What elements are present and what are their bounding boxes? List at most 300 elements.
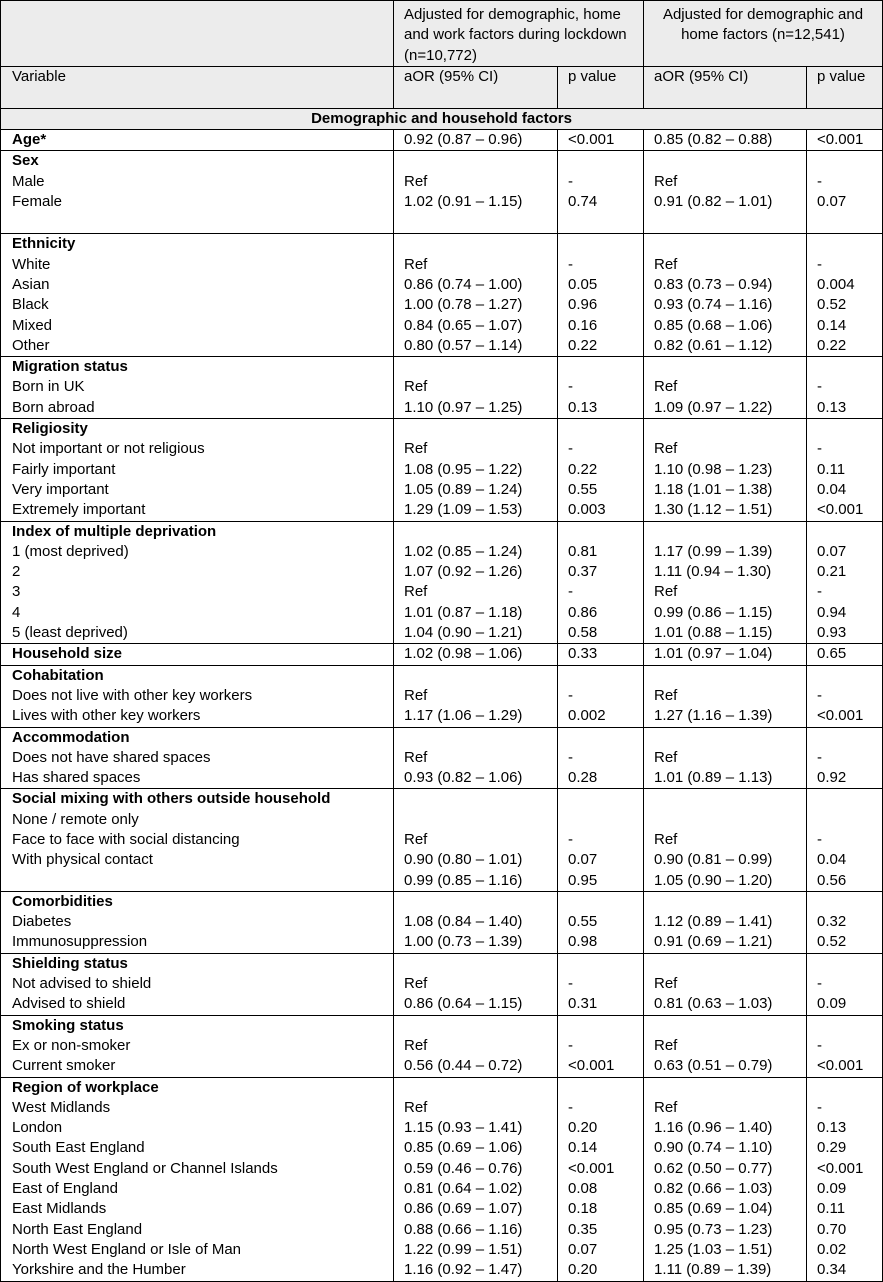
row-value: Ref xyxy=(654,378,678,396)
row-value: Ref xyxy=(404,1036,428,1054)
variable-cell xyxy=(1,1015,394,1077)
row-value: 1.12 (0.89 – 1.41) xyxy=(654,913,773,931)
aor-cell-2 xyxy=(644,521,807,644)
p-cell-1 xyxy=(558,234,644,357)
row-value: 1.25 (1.03 – 1.51) xyxy=(654,1240,773,1258)
variable-cell xyxy=(1,151,394,234)
row-value: 1.17 (1.06 – 1.29) xyxy=(404,707,523,725)
row-value: <0.001 xyxy=(568,131,615,149)
p-cell-1 xyxy=(558,419,644,521)
row-label: Very important xyxy=(12,480,109,498)
variable-group-row xyxy=(1,665,883,727)
row-value: 1.05 (0.90 – 1.20) xyxy=(654,871,773,889)
row-label: North West England or Isle of Man xyxy=(12,1240,241,1258)
row-value: Ref xyxy=(404,172,428,190)
row-value: 0.83 (0.73 – 0.94) xyxy=(654,275,773,293)
row-label: Fairly important xyxy=(12,460,116,478)
aor-cell-2 xyxy=(644,891,807,953)
row-value: 0.84 (0.65 – 1.07) xyxy=(404,316,523,334)
row-value: 1.10 (0.98 – 1.23) xyxy=(654,460,773,478)
row-value: - xyxy=(817,748,822,766)
p-header-2: p value xyxy=(807,66,883,108)
row-value: 1.05 (0.89 – 1.24) xyxy=(404,480,523,498)
row-value: Ref xyxy=(404,686,428,704)
row-value: 0.52 xyxy=(817,933,847,951)
row-value: 1.08 (0.84 – 1.40) xyxy=(404,913,523,931)
aor-cell-2 xyxy=(644,130,807,151)
variable-group-title: Sex xyxy=(12,152,39,170)
row-label: London xyxy=(12,1119,63,1137)
p-cell-2 xyxy=(807,727,883,789)
row-value: Ref xyxy=(654,440,678,458)
row-label: Does not have shared spaces xyxy=(12,748,211,766)
aor-cell-2 xyxy=(644,151,807,234)
variable-cell xyxy=(1,953,394,1015)
row-label: Lives with other key workers xyxy=(12,707,201,725)
row-value: 0.99 (0.86 – 1.15) xyxy=(654,603,773,621)
row-value: - xyxy=(568,1098,573,1116)
aor-cell-1 xyxy=(394,521,558,644)
row-value: 0.56 (0.44 – 0.72) xyxy=(404,1057,523,1075)
row-value: 0.07 xyxy=(568,1240,598,1258)
row-label: Extremely important xyxy=(12,501,146,519)
row-value: <0.001 xyxy=(568,1057,615,1075)
variable-group-row xyxy=(1,953,883,1015)
row-value: - xyxy=(568,440,573,458)
row-value: 0.59 (0.46 – 0.76) xyxy=(404,1159,523,1177)
row-label: Ex or non-smoker xyxy=(12,1036,131,1054)
row-value: 1.18 (1.01 – 1.38) xyxy=(654,480,773,498)
row-value: 0.86 xyxy=(568,603,598,621)
row-value: - xyxy=(568,975,573,993)
row-value: 0.04 xyxy=(817,851,847,869)
row-value: 1.15 (0.93 – 1.41) xyxy=(404,1119,523,1137)
row-value: - xyxy=(568,1036,573,1054)
variable-group-row xyxy=(1,1077,883,1281)
row-value: 1.16 (0.92 – 1.47) xyxy=(404,1261,523,1279)
row-value: Ref xyxy=(654,1098,678,1116)
aor-cell-1 xyxy=(394,130,558,151)
row-label: Female xyxy=(12,193,63,211)
row-value: 0.09 xyxy=(817,1180,847,1198)
row-value: 0.16 xyxy=(568,316,598,334)
row-value: 0.85 (0.68 – 1.06) xyxy=(654,316,773,334)
row-value: 1.04 (0.90 – 1.21) xyxy=(404,624,523,642)
aor-cell-2 xyxy=(644,234,807,357)
row-value: Ref xyxy=(404,440,428,458)
row-value: 1.27 (1.16 – 1.39) xyxy=(654,707,773,725)
row-value: 0.65 xyxy=(817,645,847,663)
section-row xyxy=(1,108,883,129)
variable-cell xyxy=(1,789,394,891)
row-value: Ref xyxy=(404,975,428,993)
aor-cell-1 xyxy=(394,151,558,234)
row-value: 0.22 xyxy=(568,336,598,354)
row-value: 0.88 (0.66 – 1.16) xyxy=(404,1220,523,1238)
row-value: Ref xyxy=(404,748,428,766)
aor-cell-2 xyxy=(644,789,807,891)
row-value: - xyxy=(817,686,822,704)
p-cell-2 xyxy=(807,1077,883,1281)
row-value: 0.11 xyxy=(817,1200,846,1218)
row-value: - xyxy=(568,748,573,766)
row-value: 0.13 xyxy=(817,398,847,416)
aor-cell-1 xyxy=(394,419,558,521)
aor-cell-1 xyxy=(394,727,558,789)
row-label: East of England xyxy=(12,1180,118,1198)
row-label: Other xyxy=(12,336,50,354)
aor-cell-2 xyxy=(644,357,807,419)
aor-cell-2 xyxy=(644,665,807,727)
row-value: 0.90 (0.81 – 0.99) xyxy=(654,851,773,869)
row-value: <0.001 xyxy=(817,1159,864,1177)
row-label: Black xyxy=(12,296,49,314)
variable-group-row xyxy=(1,727,883,789)
row-label: None / remote only xyxy=(12,810,139,828)
row-value: 0.11 xyxy=(817,460,846,478)
row-value: 0.82 (0.66 – 1.03) xyxy=(654,1180,773,1198)
aor-cell-2 xyxy=(644,727,807,789)
row-label: Advised to shield xyxy=(12,995,126,1013)
aor-cell-1 xyxy=(394,357,558,419)
row-value: 1.30 (1.12 – 1.51) xyxy=(654,501,773,519)
row-value: 0.86 (0.64 – 1.15) xyxy=(404,995,523,1013)
row-label: East Midlands xyxy=(12,1200,107,1218)
aor-cell-1 xyxy=(394,1077,558,1281)
row-value: 0.07 xyxy=(817,542,847,560)
row-value: - xyxy=(817,1098,822,1116)
row-value: Ref xyxy=(404,830,428,848)
row-value: 0.02 xyxy=(817,1240,847,1258)
header-group-row xyxy=(1,1,883,67)
row-value: 0.82 (0.61 – 1.12) xyxy=(654,336,773,354)
row-value: 0.91 (0.69 – 1.21) xyxy=(654,933,773,951)
aor-cell-2 xyxy=(644,1015,807,1077)
variable-group-title: Ethnicity xyxy=(12,235,76,253)
row-value: 0.81 (0.64 – 1.02) xyxy=(404,1180,523,1198)
row-value: - xyxy=(817,378,822,396)
row-value: 0.96 xyxy=(568,296,598,314)
variable-group-title: Social mixing with others outside household xyxy=(12,790,331,808)
row-value: Ref xyxy=(404,1098,428,1116)
row-value: 1.29 (1.09 – 1.53) xyxy=(404,501,523,519)
row-label: 5 (least deprived) xyxy=(12,624,128,642)
row-value: - xyxy=(568,378,573,396)
row-value: 0.34 xyxy=(817,1261,847,1279)
row-value: 0.20 xyxy=(568,1119,598,1137)
p-cell-2 xyxy=(807,789,883,891)
row-value: 0.14 xyxy=(568,1139,598,1157)
variable-group-row xyxy=(1,151,883,234)
row-label: Not important or not religious xyxy=(12,440,205,458)
variable-group-title: Household size xyxy=(12,645,123,663)
p-cell-1 xyxy=(558,891,644,953)
row-value: 1.08 (0.95 – 1.22) xyxy=(404,460,523,478)
row-value: Ref xyxy=(654,975,678,993)
row-value: 1.11 (0.94 – 1.30) xyxy=(654,563,772,581)
row-label: 3 xyxy=(12,583,21,601)
variable-group-row xyxy=(1,234,883,357)
row-value: 0.32 xyxy=(817,913,847,931)
p-cell-2 xyxy=(807,1015,883,1077)
variable-group-row xyxy=(1,644,883,665)
aor-cell-1 xyxy=(394,234,558,357)
variable-cell xyxy=(1,1077,394,1281)
row-label: 4 xyxy=(12,603,21,621)
row-value: Ref xyxy=(654,255,678,273)
row-value: 0.56 xyxy=(817,871,847,889)
variable-cell xyxy=(1,891,394,953)
aor-cell-2 xyxy=(644,644,807,665)
variable-cell xyxy=(1,234,394,357)
variable-cell xyxy=(1,521,394,644)
row-value: 0.55 xyxy=(568,480,598,498)
section-title: Demographic and household factors xyxy=(1,108,883,129)
aor-cell-1 xyxy=(394,789,558,891)
row-value: 0.003 xyxy=(568,501,606,519)
row-label: South West England or Channel Islands xyxy=(12,1159,278,1177)
variable-group-title: Smoking status xyxy=(12,1016,124,1034)
row-value: 0.74 xyxy=(568,193,598,211)
row-label: North East England xyxy=(12,1220,143,1238)
row-value: <0.001 xyxy=(568,1159,615,1177)
p-cell-1 xyxy=(558,789,644,891)
row-label: South East England xyxy=(12,1139,145,1157)
row-value: 1.22 (0.99 – 1.51) xyxy=(404,1240,523,1258)
row-value: 0.31 xyxy=(568,995,598,1013)
p-cell-1 xyxy=(558,1015,644,1077)
variable-group-title: Index of multiple deprivation xyxy=(12,522,217,540)
row-value: <0.001 xyxy=(817,131,864,149)
row-value: 1.02 (0.91 – 1.15) xyxy=(404,193,523,211)
row-value: 0.94 xyxy=(817,603,847,621)
row-value: - xyxy=(568,583,573,601)
p-cell-1 xyxy=(558,130,644,151)
variable-group-row xyxy=(1,521,883,644)
row-value: - xyxy=(817,255,822,273)
row-value: 0.81 xyxy=(568,542,598,560)
p-cell-1 xyxy=(558,644,644,665)
aor-cell-2 xyxy=(644,1077,807,1281)
row-value: - xyxy=(817,830,822,848)
row-value: - xyxy=(568,172,573,190)
aor-cell-1 xyxy=(394,644,558,665)
row-value: 0.29 xyxy=(817,1139,847,1157)
p-cell-2 xyxy=(807,357,883,419)
row-value: 1.10 (0.97 – 1.25) xyxy=(404,398,523,416)
aor-cell-1 xyxy=(394,665,558,727)
variable-cell xyxy=(1,357,394,419)
row-value: 0.09 xyxy=(817,995,847,1013)
aor-cell-1 xyxy=(394,953,558,1015)
aor-header-1: aOR (95% CI) xyxy=(394,66,558,108)
p-cell-1 xyxy=(558,665,644,727)
row-value: Ref xyxy=(654,830,678,848)
p-cell-2 xyxy=(807,130,883,151)
row-label: Does not live with other key workers xyxy=(12,686,253,704)
row-value: 1.02 (0.85 – 1.24) xyxy=(404,542,523,560)
variable-group-row xyxy=(1,419,883,521)
row-value: - xyxy=(568,686,573,704)
p-cell-2 xyxy=(807,891,883,953)
header-group-2: Adjusted for demographic and home factors (n=12,541) xyxy=(644,1,883,67)
variable-cell xyxy=(1,419,394,521)
row-value: - xyxy=(817,583,822,601)
row-value: 0.07 xyxy=(817,193,847,211)
p-header-1: p value xyxy=(558,66,644,108)
row-value: 0.90 (0.74 – 1.10) xyxy=(654,1139,773,1157)
row-label: Face to face with social distancing xyxy=(12,830,240,848)
variable-group-title: Accommodation xyxy=(12,728,130,746)
row-value: 0.13 xyxy=(817,1119,847,1137)
p-cell-1 xyxy=(558,953,644,1015)
variable-cell xyxy=(1,130,394,151)
header-group-1: Adjusted for demographic, home and work factors during lockdown (n=10,772) xyxy=(394,1,644,67)
row-value: Ref xyxy=(404,583,428,601)
row-value: 0.95 (0.73 – 1.23) xyxy=(654,1220,773,1238)
row-value: 1.11 (0.89 – 1.39) xyxy=(654,1261,772,1279)
row-value: 0.93 xyxy=(817,624,847,642)
row-value: 0.95 xyxy=(568,871,598,889)
row-value: 0.22 xyxy=(568,460,598,478)
row-value: 0.35 xyxy=(568,1220,598,1238)
variable-cell xyxy=(1,644,394,665)
row-value: 1.01 (0.88 – 1.15) xyxy=(654,624,773,642)
row-value: 0.14 xyxy=(817,316,847,334)
row-value: Ref xyxy=(404,378,428,396)
row-label: 2 xyxy=(12,563,21,581)
row-value: 0.98 xyxy=(568,933,598,951)
p-cell-1 xyxy=(558,727,644,789)
row-label: Born abroad xyxy=(12,398,95,416)
row-value: 1.17 (0.99 – 1.39) xyxy=(654,542,773,560)
row-value: Ref xyxy=(654,172,678,190)
variable-group-title: Region of workplace xyxy=(12,1078,159,1096)
row-value: 0.08 xyxy=(568,1180,598,1198)
row-value: <0.001 xyxy=(817,501,864,519)
row-label: With physical contact xyxy=(12,851,153,869)
variable-group-title: Religiosity xyxy=(12,420,88,438)
variable-cell xyxy=(1,665,394,727)
variable-group-row xyxy=(1,1015,883,1077)
p-cell-1 xyxy=(558,151,644,234)
row-value: 0.81 (0.63 – 1.03) xyxy=(654,995,773,1013)
row-value: 0.18 xyxy=(568,1200,598,1218)
row-value: 0.28 xyxy=(568,769,598,787)
row-value: 1.01 (0.87 – 1.18) xyxy=(404,603,523,621)
p-cell-2 xyxy=(807,521,883,644)
aor-cell-1 xyxy=(394,1015,558,1077)
row-label: Diabetes xyxy=(12,913,72,931)
row-label: West Midlands xyxy=(12,1098,111,1116)
p-cell-2 xyxy=(807,953,883,1015)
row-value: 1.02 (0.98 – 1.06) xyxy=(404,645,523,663)
row-label: 1 (most deprived) xyxy=(12,542,129,560)
row-value: 1.01 (0.89 – 1.13) xyxy=(654,769,773,787)
row-value: 0.62 (0.50 – 0.77) xyxy=(654,1159,773,1177)
row-value: 0.22 xyxy=(817,336,847,354)
row-value: 0.07 xyxy=(568,851,598,869)
row-value: 0.91 (0.82 – 1.01) xyxy=(654,193,773,211)
row-value: 0.52 xyxy=(817,296,847,314)
row-label: Mixed xyxy=(12,316,53,334)
row-value: 0.85 (0.69 – 1.04) xyxy=(654,1200,773,1218)
row-value: 1.09 (0.97 – 1.22) xyxy=(654,398,773,416)
row-label: Not advised to shield xyxy=(12,975,152,993)
row-value: 0.13 xyxy=(568,398,598,416)
row-value: 0.63 (0.51 – 0.79) xyxy=(654,1057,773,1075)
row-value: 0.37 xyxy=(568,563,598,581)
row-value: 0.004 xyxy=(817,275,855,293)
row-value: Ref xyxy=(654,583,678,601)
row-value: 0.80 (0.57 – 1.14) xyxy=(404,336,523,354)
row-value: 0.04 xyxy=(817,480,847,498)
row-value: 0.86 (0.69 – 1.07) xyxy=(404,1200,523,1218)
row-value: 0.93 (0.74 – 1.16) xyxy=(654,296,773,314)
variable-group-title: Migration status xyxy=(12,358,128,376)
row-value: 0.90 (0.80 – 1.01) xyxy=(404,851,523,869)
row-value: 1.00 (0.78 – 1.27) xyxy=(404,296,523,314)
row-value: 0.002 xyxy=(568,707,606,725)
aor-cell-2 xyxy=(644,419,807,521)
row-value: 0.86 (0.74 – 1.00) xyxy=(404,275,523,293)
p-cell-2 xyxy=(807,234,883,357)
row-value: Ref xyxy=(654,686,678,704)
row-value: Ref xyxy=(654,1036,678,1054)
row-value: 0.92 xyxy=(817,769,847,787)
variable-group-row xyxy=(1,357,883,419)
row-value: - xyxy=(817,1036,822,1054)
row-label: Male xyxy=(12,172,45,190)
row-value: 0.70 xyxy=(817,1220,847,1238)
variable-group-row xyxy=(1,789,883,891)
row-value: - xyxy=(817,172,822,190)
row-value: 0.58 xyxy=(568,624,598,642)
p-cell-1 xyxy=(558,1077,644,1281)
variable-header: Variable xyxy=(1,66,394,108)
header-column-row xyxy=(1,66,883,108)
row-label: White xyxy=(12,255,51,273)
row-value: 0.85 (0.69 – 1.06) xyxy=(404,1139,523,1157)
row-label: Asian xyxy=(12,275,50,293)
row-value: 0.55 xyxy=(568,913,598,931)
row-value: 0.21 xyxy=(817,563,847,581)
variable-group-row xyxy=(1,891,883,953)
row-value: 1.00 (0.73 – 1.39) xyxy=(404,933,523,951)
variable-group-title: Age* xyxy=(12,131,47,149)
row-value: - xyxy=(568,255,573,273)
row-label: Current smoker xyxy=(12,1057,116,1075)
p-cell-2 xyxy=(807,665,883,727)
row-value: 1.07 (0.92 – 1.26) xyxy=(404,563,523,581)
row-label: Immunosuppression xyxy=(12,933,148,951)
row-value: 0.33 xyxy=(568,645,598,663)
row-value: 1.01 (0.97 – 1.04) xyxy=(654,645,773,663)
row-value: 1.16 (0.96 – 1.40) xyxy=(654,1119,773,1137)
p-cell-2 xyxy=(807,644,883,665)
variable-group-title: Cohabitation xyxy=(12,666,104,684)
row-value: - xyxy=(568,830,573,848)
row-value: Ref xyxy=(654,748,678,766)
aor-header-2: aOR (95% CI) xyxy=(644,66,807,108)
row-value: 0.93 (0.82 – 1.06) xyxy=(404,769,523,787)
p-cell-2 xyxy=(807,419,883,521)
row-label: Yorkshire and the Humber xyxy=(12,1261,186,1279)
row-value: 0.85 (0.82 – 0.88) xyxy=(654,131,773,149)
row-value: 0.05 xyxy=(568,275,598,293)
row-value: 0.92 (0.87 – 0.96) xyxy=(404,131,523,149)
row-label: Has shared spaces xyxy=(12,769,141,787)
